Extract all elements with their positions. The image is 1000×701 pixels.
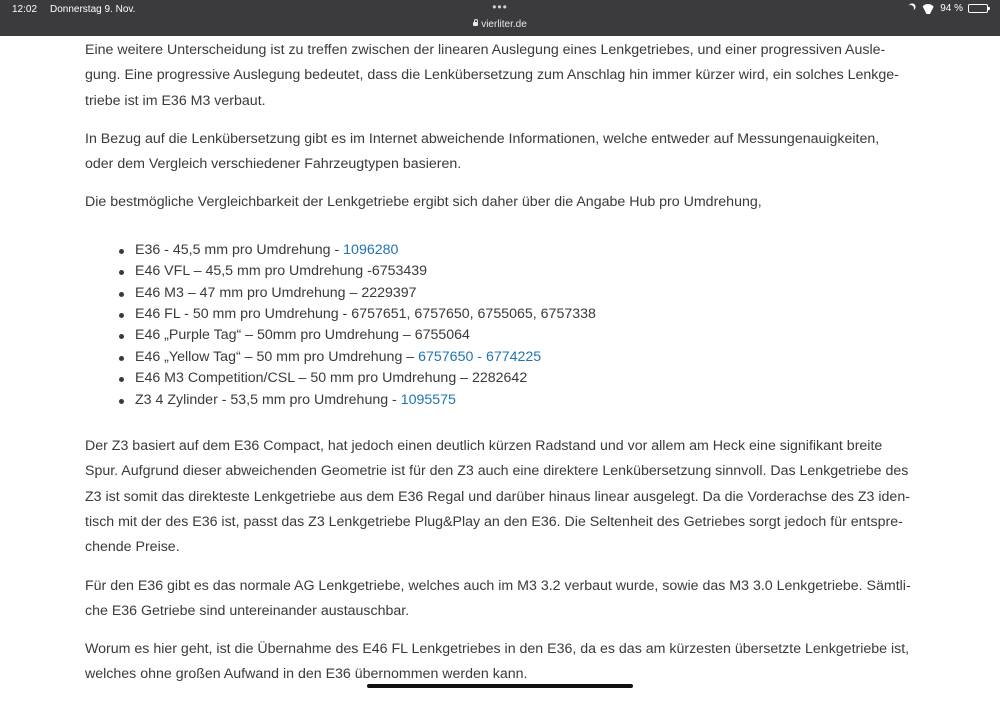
- status-time: 12:02: [12, 4, 38, 15]
- status-indicators: [907, 3, 988, 14]
- address-bar[interactable]: [0, 19, 1000, 30]
- list-item: E46 „Purple Tag“ – 50mm pro Umdrehung – 6755064: [85, 325, 915, 346]
- paragraph-z3: Der Z3 basiert auf dem E36 Compact, hat jedoch einen deutlich kürzen Radstand und vor allem am Heck eine signifikant breite Spur. Aufgrund dieser abweichenden Geometrie ist für den Z3 auch eine direktere Lenkübersetzung sinnvoll. Das Lenkgetriebe des Z3 ist somit das direkteste Lenkgetriebe aus dem E36 Regal und darüber hinaus linear ausgelegt. Da die Vorderachse des Z3 iden- tisch mit der des E36 ist, passt das Z3 Lenkgetriebe Plug&Play an den E36. Die Seltenheit des Getriebes sorgt jedoch für entspre- chende Preise.: [85, 438, 910, 556]
- paragraph-e36-getriebe: Für den E36 gibt es das normale AG Lenkgetriebe, welches auch im M3 3.2 verbaut wurde, sowie das M3 3.0 Lenkgetriebe. Sämtli- che E36 Getriebe sind untereinander austauschbar.: [85, 577, 911, 619]
- paragraph-lenkgetriebe-auslegung: Eine weitere Unterscheidung ist zu treffen zwischen der linearen Auslegung eines Lenkgetriebes, und einer progressiven Ausle- gung. Eine progressive Auslegung bedeutet, dass die Lenkübersetzung zum Anschlag hin immer kürzer wird, ein solches Lenkge- triebe ist im E36 M3 verbaut.: [85, 42, 899, 109]
- paragraph-lenkuebersetzung: In Bezug auf die Lenkübersetzung gibt es im Internet abweichende Informationen, welche entweder auf Messungenauigkeiten, oder dem Vergleich verschiedener Fahrzeugtypen basieren.: [85, 130, 880, 173]
- status-bar: [0, 0, 1000, 36]
- part-number-link[interactable]: 6757650 - 6774225: [418, 348, 542, 365]
- list-item: E46 FL - 50 mm pro Umdrehung - 6757651, 6757650, 6755065, 6757338: [85, 304, 915, 325]
- wifi-icon: [921, 4, 935, 14]
- list-item: E46 „Yellow Tag“ – 50 mm pro Umdrehung – 6757650 - 6774225: [85, 347, 915, 368]
- paragraph-vergleichbarkeit: Die bestmögliche Vergleichbarkeit der Lenkgetriebe ergibt sich daher über die Angabe Hub pro Umdrehung,: [85, 194, 762, 211]
- lock-icon: [473, 22, 478, 26]
- more-options-icon[interactable]: •••: [492, 0, 508, 14]
- list-item: E46 M3 Competition/CSL – 50 mm pro Umdrehung – 2282642: [85, 368, 915, 389]
- do-not-disturb-icon: [906, 4, 915, 13]
- status-date: Donnerstag 9. Nov.: [50, 4, 136, 15]
- list-item: E46 VFL – 45,5 mm pro Umdrehung -6753439: [85, 261, 915, 282]
- home-indicator[interactable]: [367, 684, 633, 688]
- steering-rack-list: [85, 240, 915, 411]
- battery-percent: 94 %: [940, 3, 963, 14]
- paragraph-e46-fl-uebernahme: Worum es hier geht, ist die Übernahme des E46 FL Lenkgetriebes in den E36, da es das am kürzesten übersetzte Lenkgetriebe ist, welches ohne großen Aufwand in den E36 übernommen werden kann.: [85, 641, 910, 683]
- article-content: [85, 38, 915, 701]
- url-text: vierliter.de: [481, 19, 527, 30]
- battery-icon: [968, 4, 988, 13]
- list-item: E36 - 45,5 mm pro Umdrehung - 1096280: [85, 240, 915, 261]
- part-number-link[interactable]: 1095575: [400, 391, 456, 408]
- list-item: Z3 4 Zylinder - 53,5 mm pro Umdrehung - 1095575: [85, 390, 915, 411]
- part-number-link[interactable]: 1096280: [343, 241, 399, 258]
- list-item: E46 M3 – 47 mm pro Umdrehung – 2229397: [85, 283, 915, 304]
